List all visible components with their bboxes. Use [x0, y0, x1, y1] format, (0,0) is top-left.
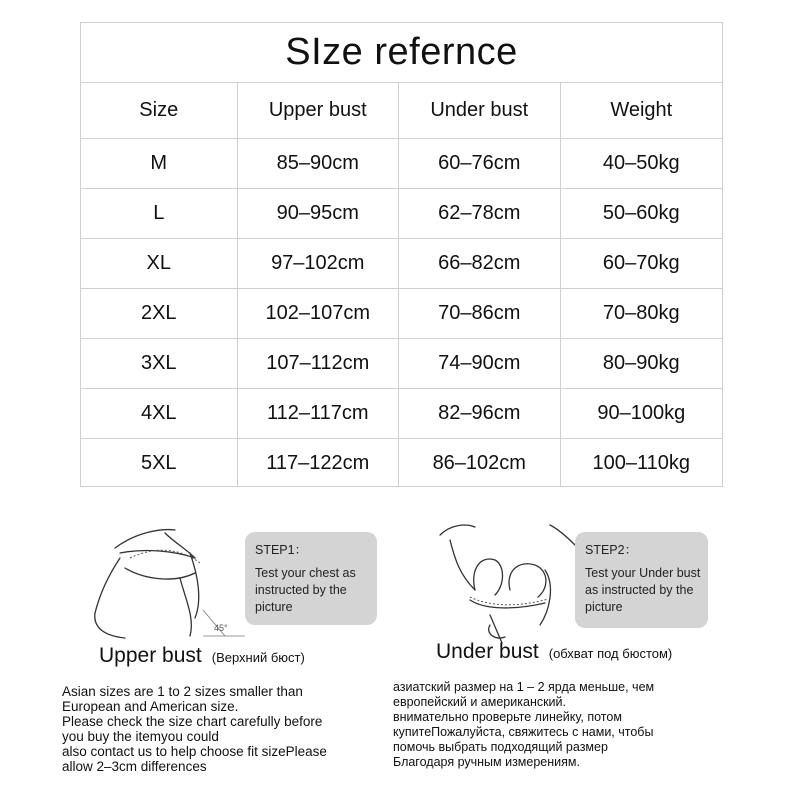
note-line: Asian sizes are 1 to 2 sizes smaller than [62, 684, 303, 699]
under-bust-cell: 62–78cm [399, 189, 561, 238]
table-row [81, 289, 722, 339]
note-line: also contact us to help choose fit sizePlease [62, 744, 327, 759]
under-bust-illustration [430, 515, 580, 645]
note-line: европейский и американский. [393, 695, 566, 709]
upper-bust-caption [99, 644, 305, 668]
upper-bust-cell: 102–107cm [238, 289, 400, 338]
size-cell: XL [81, 239, 238, 288]
step2-text: Test your Under bust as instructed by the picture [585, 566, 701, 614]
table-row [81, 239, 722, 289]
upper-bust-cell: 85–90cm [238, 139, 400, 188]
table-row [81, 139, 722, 189]
note-line: European and American size. [62, 699, 239, 714]
step1-text: Test your chest as instructed by the picture [255, 566, 356, 614]
under-bust-cell: 66–82cm [399, 239, 561, 288]
weight-cell: 80–90kg [602, 352, 680, 374]
header-size: Size [81, 83, 238, 138]
upper-bust-cell: 97–102cm [238, 239, 400, 288]
under-bust-caption [436, 640, 672, 664]
table-row [81, 189, 722, 239]
size-cell: 4XL [81, 389, 238, 438]
note-line: allow 2–3cm differences [62, 759, 207, 774]
under-bust-cell: 74–90cm [399, 339, 561, 388]
upper-bust-caption-en: Upper bust [99, 644, 202, 667]
under-bust-caption-en: Under bust [436, 640, 539, 663]
size-cell: M [81, 139, 238, 188]
table-title: SIze refernce [285, 31, 518, 73]
upper-bust-cell: 90–95cm [238, 189, 400, 238]
weight-cell: 60–70kg [602, 252, 680, 274]
weight-cell: 40–50kg [602, 152, 680, 174]
step2-box [575, 532, 708, 628]
weight-cell: 100–110kg [592, 451, 691, 474]
notes-russian [393, 680, 654, 770]
notes-english [62, 684, 327, 774]
under-bust-cell: 82–96cm [399, 389, 561, 438]
size-cell: L [81, 189, 238, 238]
table-row [81, 439, 722, 487]
under-bust-cell: 60–76cm [399, 139, 561, 188]
note-line: Благодаря ручным измерениям. [393, 755, 580, 769]
upper-bust-cell: 107–112cm [238, 339, 400, 388]
under-bust-cell: 86–102cm [399, 439, 561, 487]
step1-box [245, 532, 377, 625]
table-row [81, 339, 722, 389]
note-line: азиатский размер на 1 – 2 ярда меньше, чем [393, 680, 655, 694]
upper-bust-caption-ru: (Верхний бюст) [211, 650, 305, 665]
size-cell: 2XL [81, 289, 238, 338]
weight-cell: 70–80kg [602, 302, 680, 324]
table-title-row [81, 23, 722, 83]
table-row [81, 389, 722, 439]
size-cell: 5XL [81, 439, 238, 487]
upper-bust-cell: 112–117cm [238, 389, 400, 438]
note-line: Please check the size chart carefully before [62, 714, 323, 729]
angle-label: 45° [214, 623, 228, 633]
size-table [80, 22, 723, 487]
step1-title: STEP1： [255, 543, 308, 557]
header-under-bust: Under bust [399, 83, 561, 138]
header-upper-bust: Upper bust [238, 83, 400, 138]
note-line: внимательно проверьте линейку, потом [393, 710, 622, 724]
note-line: купитеПожалуйста, свяжитесь с нами, чтобы [393, 725, 654, 739]
upper-bust-illustration [85, 518, 250, 643]
under-bust-caption-ru: (обхват под бюстом) [548, 646, 673, 661]
header-weight: Weight [610, 99, 673, 121]
note-line: you buy the itemyou could [62, 729, 219, 744]
weight-cell: 90–100kg [597, 402, 686, 424]
size-cell: 3XL [81, 339, 238, 388]
step2-title: STEP2： [585, 543, 638, 557]
weight-cell: 50–60kg [602, 202, 680, 224]
table-header-row [81, 83, 722, 139]
under-bust-cell: 70–86cm [399, 289, 561, 338]
note-line: помочь выбрать подходящий размер [393, 740, 608, 754]
upper-bust-cell: 117–122cm [238, 439, 400, 487]
